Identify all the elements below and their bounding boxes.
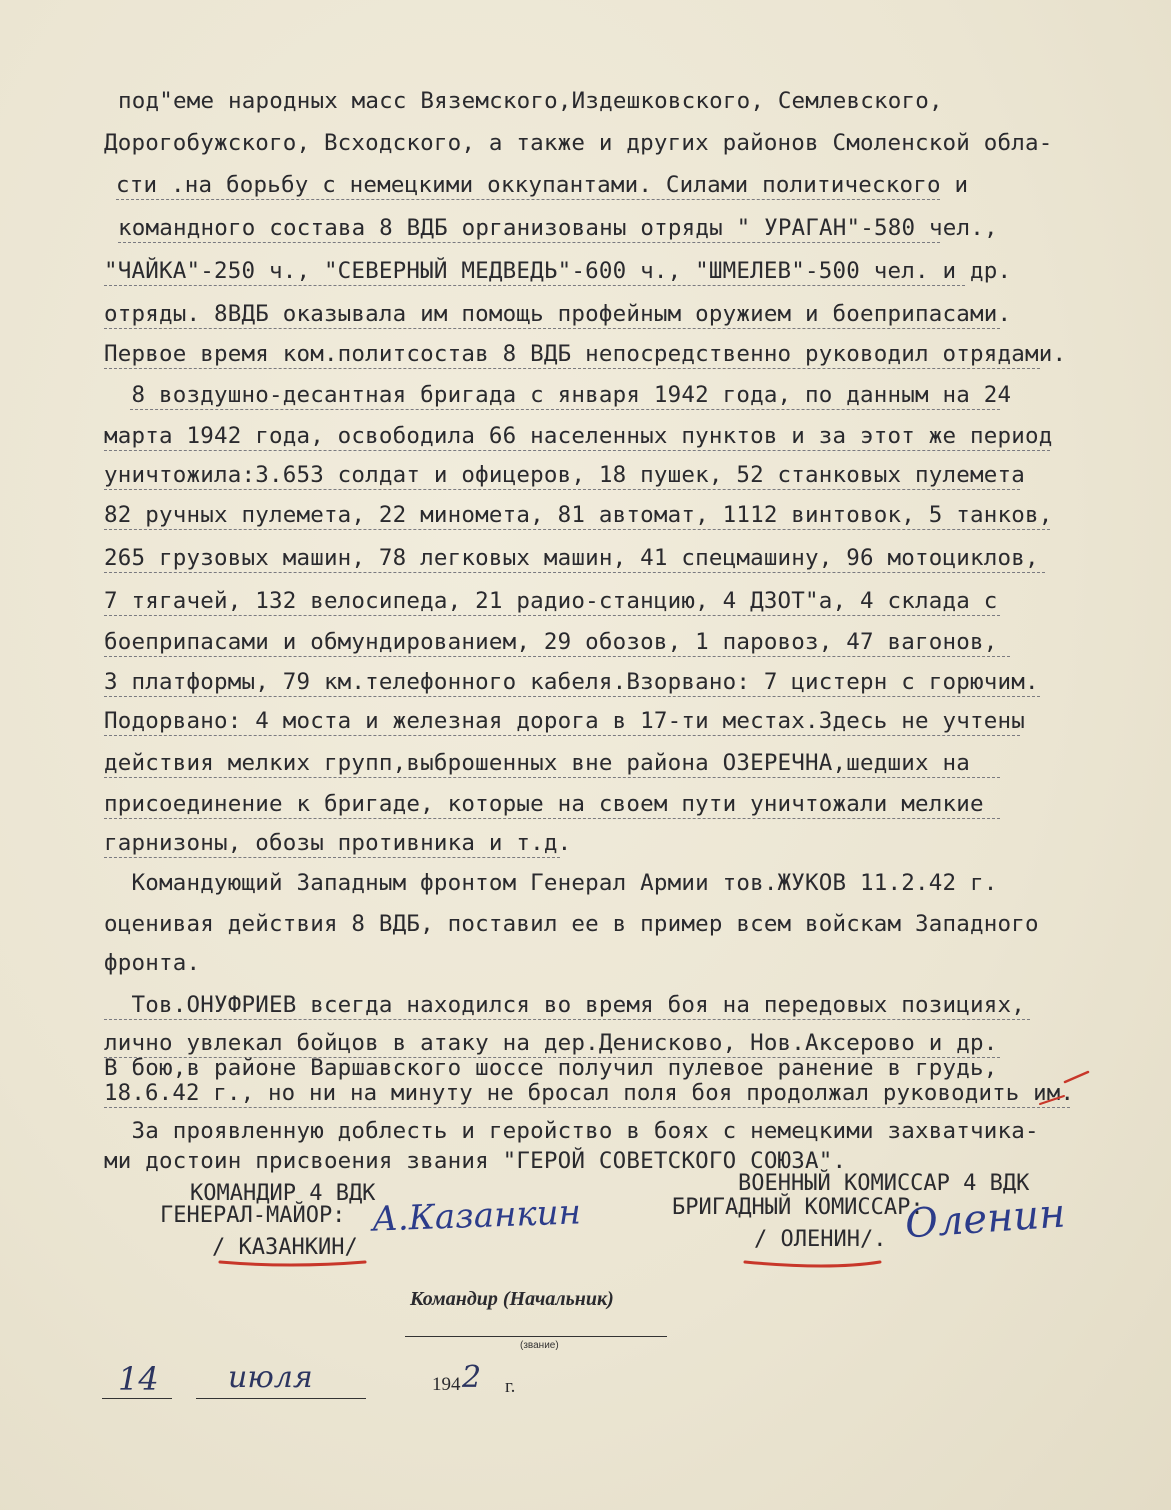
body-line: Подорвано: 4 моста и железная дорога в 17-ти местах.Здесь не учтены bbox=[104, 708, 1025, 734]
body-line: сти .на борьбу с немецкими оккупантами. Силами политического и bbox=[116, 172, 969, 198]
date-month: июля bbox=[228, 1360, 313, 1395]
left-signer-name: / КАЗАНКИН/ bbox=[212, 1235, 358, 1260]
date-year-prefix: 194 bbox=[432, 1374, 461, 1395]
left-signer-title: КОМАНДИР 4 ВДК bbox=[190, 1181, 376, 1206]
underline-rule bbox=[104, 818, 1000, 819]
underline-rule bbox=[104, 285, 965, 286]
underline-rule bbox=[104, 572, 1045, 573]
body-line: ми достоин присвоения звания "ГЕРОЙ СОВЕТСКОГО СОЮЗА". bbox=[104, 1148, 847, 1174]
body-line: "ЧАЙКА"-250 ч., "СЕВЕРНЫЙ МЕДВЕДЬ"-600 ч., "ШМЕЛЕВ"-500 чел. и др. bbox=[104, 258, 1012, 284]
underline-rule bbox=[104, 735, 1020, 736]
body-line: 3 платформы, 79 км.телефонного кабеля.Взорвано: 7 цистерн с горючим. bbox=[104, 669, 1039, 695]
date-year-digit: 2 bbox=[462, 1360, 482, 1395]
underline-rule bbox=[116, 199, 940, 200]
underline-rule bbox=[104, 529, 1050, 530]
underline-rule bbox=[104, 615, 1000, 616]
body-line: боеприпасами и обмундированием, 29 обозов, 1 паровоз, 47 вагонов, bbox=[104, 629, 998, 655]
body-line: уничтожила:3.653 солдат и офицеров, 18 пушек, 52 станковых пулемета bbox=[104, 462, 1025, 488]
body-line: командного состава 8 ВДБ организованы отряды " УРАГАН"-580 чел., bbox=[118, 215, 998, 241]
body-line: Командующий Западным фронтом Генерал Армии тов.ЖУКОВ 11.2.42 г. bbox=[104, 870, 998, 896]
underline-rule bbox=[104, 656, 1010, 657]
right-signer-rank: БРИГАДНЫЙ КОМИССАР: bbox=[672, 1195, 924, 1220]
rank-line bbox=[405, 1336, 667, 1337]
body-line: 82 ручных пулемета, 22 миномета, 81 автомат, 1112 винтовок, 5 танков, bbox=[104, 502, 1053, 528]
body-line: присоединение к бригаде, которые на своем пути уничтожали мелкие bbox=[104, 791, 984, 817]
rank-caption: (звание) bbox=[520, 1340, 559, 1351]
body-line: действия мелких групп,выброшенных вне района ОЗЕРЕЧНА,шедших на bbox=[104, 750, 971, 776]
body-line: фронта. bbox=[104, 950, 201, 976]
date-suffix: г. bbox=[505, 1376, 516, 1397]
underline-rule bbox=[104, 450, 1050, 451]
underline-rule bbox=[118, 242, 940, 243]
underline-rule bbox=[104, 368, 1040, 369]
body-line: 8 воздушно-десантная бригада с января 1942 года, по данным на 24 bbox=[104, 382, 1012, 408]
body-line: В бою,в районе Варшавского шоссе получил пулевое ранение в грудь, bbox=[104, 1055, 998, 1081]
body-line: Дорогобужского, Всходского, а также и других районов Смоленской обла- bbox=[104, 130, 1053, 156]
underline-rule bbox=[130, 409, 1000, 410]
underline-rule bbox=[104, 696, 1040, 697]
body-line: оценивая действия 8 ВДБ, поставил ее в пример всем войскам Западного bbox=[104, 911, 1039, 937]
body-line: 18.6.42 г., но ни на минуту не бросал поля боя продолжал руководить им. bbox=[104, 1080, 1075, 1106]
body-line: За проявленную доблесть и геройство в боях с немецкими захватчика- bbox=[104, 1118, 1039, 1144]
body-line: 265 грузовых машин, 78 легковых машин, 41 спецмашину, 96 мотоциклов, bbox=[104, 545, 1039, 571]
body-line: гарнизоны, обозы противника и т.д. bbox=[104, 830, 572, 856]
underline-rule bbox=[104, 489, 1020, 490]
body-line: 7 тягачей, 132 велосипеда, 21 радио-станцию, 4 ДЗОТ"а, 4 склада с bbox=[104, 588, 998, 614]
underline-rule bbox=[104, 1019, 1030, 1020]
body-line: под"еме народных масс Вяземского,Издешковского, Семлевского, bbox=[118, 88, 943, 114]
date-day-line bbox=[102, 1398, 172, 1399]
left-handwritten-signature: А.Казанкин bbox=[371, 1192, 582, 1240]
body-line: марта 1942 года, освободила 66 населенных пунктов и за этот же период bbox=[104, 423, 1053, 449]
underline-rule bbox=[104, 857, 560, 858]
body-line: отряды. 8ВДБ оказывала им помощь профейным оружием и боеприпасами. bbox=[104, 301, 1012, 327]
underline-rule bbox=[104, 777, 1000, 778]
right-signer-title: ВОЕННЫЙ КОМИССАР 4 ВДК bbox=[738, 1171, 1030, 1196]
underline-rule bbox=[104, 328, 1000, 329]
commander-caption: Командир (Начальник) bbox=[410, 1288, 614, 1310]
right-handwritten-signature: Оленин bbox=[903, 1190, 1067, 1248]
date-month-line bbox=[196, 1398, 366, 1399]
date-day: 14 bbox=[118, 1360, 159, 1398]
body-line: Тов.ОНУФРИЕВ всегда находился во время боя на передовых позициях, bbox=[104, 992, 1025, 1018]
body-line: лично увлекал бойцов в атаку на дер.Денисково, Нов.Аксерово и др. bbox=[104, 1030, 998, 1056]
left-signer-rank: ГЕНЕРАЛ-МАЙОР: bbox=[160, 1203, 346, 1228]
underline-rule bbox=[104, 1107, 1070, 1108]
right-signer-name: / ОЛЕНИН/. bbox=[754, 1227, 887, 1252]
body-line: Первое время ком.политсостав 8 ВДБ непосредственно руководил отрядами. bbox=[104, 341, 1067, 367]
